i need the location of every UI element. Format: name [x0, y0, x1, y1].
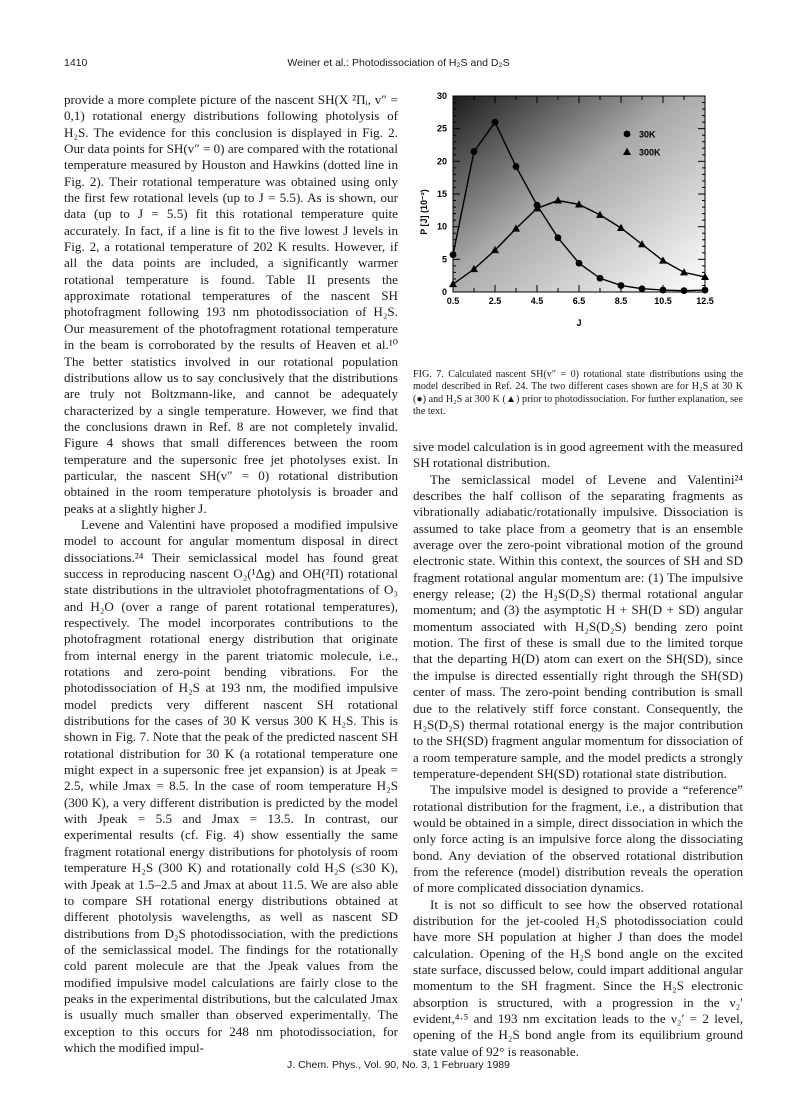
- data-point-30K: [492, 119, 499, 126]
- journal-citation: J. Chem. Phys., Vol. 90, No. 3, 1 February 1989: [287, 1059, 510, 1071]
- y-tick-label: 5: [441, 254, 447, 265]
- x-tick-label: 2.5: [488, 296, 502, 306]
- data-point-30K: [702, 287, 709, 294]
- y-tick-label: 0: [441, 287, 447, 297]
- paragraph: The semiclassical model of Levene and Valentini²⁴ describes the half collison of the separating fragments as vibrationally adiabatic/rotationally impulsive. Dissociation is assumed to take place from a geometry that is an ensemble average over the zero-point vibrational motion of the ground electronic state. Within this context, the sources of SH and SD fragment rotational angular momentum are: (1) The impulsive energy release; (2) the H₂S(D₂S) thermal rotational angular momentum; and (3) the asymptotic H + SH(D + SD) angular momentum associated with H₂S(D₂S) bending zero point motion. The first of these is small due to the limited torque that the departing H(D) atom can exert on the SH(SD), since the impulse is directed essentially right through the SH(SD) center of mass. The zero-point bending contribution is small due to the relatively stiff force constant. Consequently, the H₂S(D₂S) thermal rotational energy is the major contribution to the SH(SD) fragment angular momentum for dissociation of a room temperature sample, and the model predicts a strongly temperature-dependent SH(SD) rotational state distribution.: [413, 471, 743, 781]
- left-column: [64, 92, 398, 1056]
- page-number: 1410: [64, 57, 88, 69]
- x-tick-label: 8.5: [614, 296, 628, 306]
- paragraph: Levene and Valentini have proposed a modified impulsive model to account for angular momentum disposal in direct dissociations.²⁴ Their semiclassical model has found great success in reproducing nascent O₂(¹Δg) and OH(²Π) rotational state distributions in the ultraviolet photofragmentations of O₃ and H₂O (over a range of parent rotational temperatures), respectively. The model incorporates contributions to the photofragment rotational energy distribution that originate from internal energy in the parent triatomic molecule, i.e., rotations and zero-point bending vibrations. For the photodissociation of H₂S at 193 nm, the modified impulsive model predicts very different nascent SH rotational distributions for the cases of 30 K versus 300 K H₂S. This is shown in Fig. 7. Note that the peak of the predicted nascent SH rotational distribution for 30 K (a rotational temperature one might expect in a supersonic free jet expansion) is at Jpeak = 2.5, while Jmax = 8.5. In the case of room temperature H₂S (300 K), a very different distribution is predicted by the model with Jpeak = 5.5 and Jmax = 13.5. In contrast, our experimental results (cf. Fig. 4) show essentially the same fragment rotational energy distributions for photolysis of room temperature H₂S (300 K) and rotationally cold H₂S (≤30 K), with Jpeak at 1.5–2.5 and Jmax at about 11.5. We are also able to compare SH rotational energy distributions obtained at different photolysis wavelengths, as well as nascent SD distributions from D₂S photodissociation, with the predictions of the semiclassical model. The findings for the rotationally cold parent molecule are that the Jpeak values from the modified impulsive model calculations are fairly close to the peaks in the experimental distributions, but the calculated Jmax is usually much smaller than observed experimentally. The exception to this occurs for 248 nm photodissociation, for which the modified impul-: [64, 516, 398, 1055]
- data-point-30K: [618, 282, 625, 289]
- paragraph: sive model calculation is in good agreement with the measured SH rotational distribution.: [413, 439, 743, 471]
- data-point-30K: [576, 260, 583, 267]
- paragraph: provide a more complete picture of the nascent SH(X ²Πᵢ, v″ = 0,1) rotational energy distributions following photolysis of H₂S. The evidence for this conclusion is displayed in Fig. 2. Our data points for SH(v″ = 0) are compared with the rotational temperature measured by Houston and Hawkins (dotted line in Fig. 2). Their rotational temperature was obtained using only the first few rotational levels (up to J = 5.5). As is shown, our data (up to J = 5.5) fit this rotational temperature quite accurately. In fact, if a line is fit to the five lowest J levels in Fig. 2, a rotational temperature of 202 K results. However, if all the data points are included, a significantly warmer rotational temperature is found. Table II presents the approximate rotational temperatures of the nascent SH photofragment following 193 nm photodissociation of H₂S. Our measurement of the photofragment rotational temperature in the beam is corroborated by the results of Heaven et al.¹⁰ The better statistics involved in our rotational population distributions allow us to say conclusively that the distributions are truly not Boltzmann-like, and cannot be adequately characterized by a single temperature. However, we find that the conclusions drawn in Ref. 8 are not completely invalid. Figure 4 shows that small differences between the room temperature and the supersonic free jet photolyses exist. In particular, the nascent SH(v″ = 0) rotational distribution obtained in the room temperature photolysis is broader and peaks at a slightly higher J.: [64, 92, 398, 516]
- legend-marker-30K: [624, 131, 631, 138]
- x-tick-label: 12.5: [696, 296, 714, 306]
- right-column: [413, 439, 743, 1060]
- data-point-30K: [597, 275, 604, 282]
- figure-7: [411, 86, 743, 351]
- data-point-30K: [513, 163, 520, 170]
- x-tick-label: 10.5: [654, 296, 672, 306]
- chart: [411, 86, 743, 351]
- paragraph: The impulsive model is designed to provide a “reference” rotational distribution for the fragment, i.e., a distribution that would be obtained in a simple, direct dissociation in which the only force acting is an impulsive force along the dissociating bond. Any deviation of the observed rotational distribution from the reference (model) distribution reveals the operation of more complicated dissociation dynamics.: [413, 782, 743, 896]
- figure-caption: FIG. 7. Calculated nascent SH(v″ = 0) rotational state distributions using the model described in Ref. 24. The two different cases shown are for H₂S at 30 K (●) and H₂S at 300 K (▲) prior to photodissociation. For further explanation, see the text.: [413, 369, 743, 418]
- data-point-30K: [660, 287, 667, 294]
- x-tick-label: 4.5: [530, 296, 544, 306]
- data-point-30K: [471, 148, 478, 155]
- legend-label-30K: 30K: [639, 129, 656, 140]
- y-tick-label: 25: [436, 123, 447, 134]
- paragraph: It is not so difficult to see how the observed rotational distribution for the jet-cooled H₂S photodissociation could have more SH population at higher J than does the model calculation. Opening of the H₂S bond angle on the excited state surface, discussed below, could impart additional angular momentum to the SH fragment. Since the H₂S electronic absorption is structured, with a progression in the ν₂′ evident,⁴·⁵ and 193 nm excitation leads to the ν₂′ = 2 level, opening of the H₂S bond angle from its equilibrium ground state value of 92° is reasonable.: [413, 896, 743, 1059]
- x-tick-label: 6.5: [572, 296, 586, 306]
- x-tick-label: 0.5: [446, 296, 460, 306]
- data-point-30K: [681, 287, 688, 294]
- y-tick-label: 10: [436, 221, 447, 232]
- y-axis-label: P [J] (10⁻²): [419, 189, 429, 235]
- y-tick-label: 30: [436, 91, 447, 101]
- running-title: Weiner et al.: Photodissociation of H₂S and D₂S: [287, 57, 510, 69]
- data-point-30K: [450, 251, 457, 258]
- legend-label-300K: 300K: [639, 147, 661, 158]
- data-point-30K: [639, 285, 646, 292]
- y-tick-label: 20: [436, 156, 447, 167]
- data-point-30K: [555, 234, 562, 241]
- x-axis-label: J: [576, 318, 582, 328]
- running-header: [0, 57, 797, 73]
- y-tick-label: 15: [436, 189, 447, 199]
